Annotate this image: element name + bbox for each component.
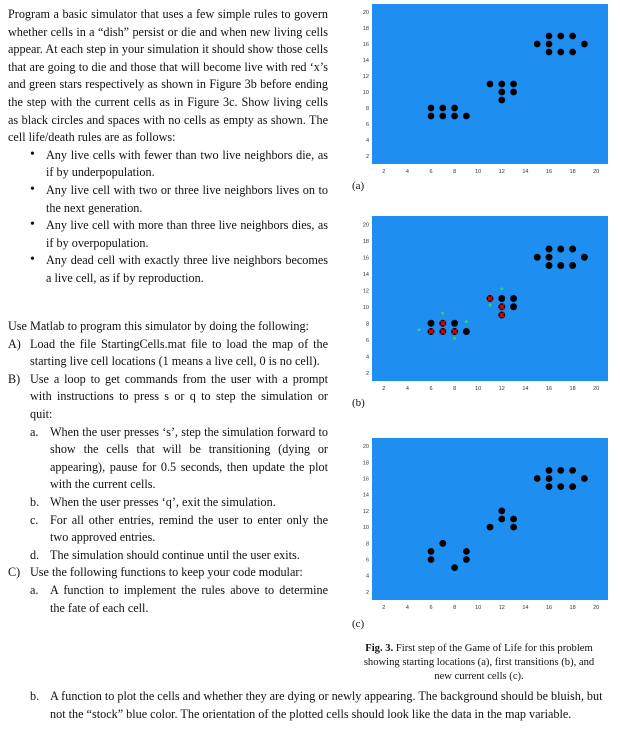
rule-item: • Any live cell with two or three live neighbors lives on to the next generation. [8, 182, 328, 217]
x-tick-label: 10 [475, 605, 482, 611]
figure-caption [354, 642, 604, 684]
y-tick-label: 2 [365, 589, 369, 596]
live-cell [546, 467, 553, 474]
live-cell [534, 41, 541, 48]
plot-area [372, 438, 608, 600]
x-tick-label: 4 [405, 605, 409, 611]
dying-cell-x [452, 329, 457, 334]
y-tick-label: 16 [362, 255, 369, 262]
y-tick-label: 10 [362, 525, 369, 532]
live-cell [569, 483, 576, 490]
live-cell [534, 475, 541, 482]
left-column [8, 6, 328, 288]
x-tick-label: 8 [453, 386, 457, 392]
live-cell [451, 320, 458, 327]
live-cell [557, 246, 564, 253]
step-c-sub [8, 582, 328, 617]
x-tick-label: 10 [475, 386, 482, 392]
live-cell [510, 303, 517, 310]
live-cell [439, 105, 446, 112]
dying-cell-x [499, 304, 504, 309]
y-tick-label: 16 [362, 476, 369, 483]
sub-key: a. [30, 424, 39, 439]
live-cell [569, 33, 576, 40]
x-tick-label: 16 [545, 169, 553, 175]
y-tick-label: 12 [362, 508, 369, 515]
live-cell [546, 475, 553, 482]
live-cell [557, 483, 564, 490]
x-tick-label: 16 [545, 605, 553, 611]
y-tick-label: 20 [362, 10, 369, 16]
x-tick-label: 2 [382, 605, 386, 611]
live-cell [428, 105, 435, 112]
rule-item: • Any dead cell with exactly three live neighbors becomes a live cell, as if by reproduction. [8, 252, 328, 287]
live-cell [557, 467, 564, 474]
y-tick-label: 8 [365, 321, 369, 328]
step-b-sub [8, 424, 328, 494]
step-c-text: Use the following functions to keep your code modular: [30, 565, 303, 580]
step-c-sub-b [30, 688, 610, 723]
rule-item: • Any live cells with fewer than two live neighbors die, as if by underpopulation. [8, 147, 328, 182]
x-tick-label: 14 [522, 605, 529, 611]
live-cell [498, 516, 505, 523]
dying-cell-x [429, 329, 434, 334]
step-b-sub [8, 494, 328, 512]
x-tick-label: 12 [498, 386, 505, 392]
step-b-sub [8, 512, 328, 547]
live-cell [569, 246, 576, 253]
live-cell [439, 113, 446, 120]
step-c [8, 564, 328, 582]
x-tick-label: 20 [593, 386, 600, 392]
rule-item: • Any live cell with more than three live neighbors dies, as if by overpopulation. [8, 217, 328, 252]
y-tick-label: 12 [362, 74, 369, 80]
y-tick-label: 8 [365, 541, 369, 548]
live-cell [428, 548, 435, 555]
live-cell [569, 49, 576, 56]
x-tick-label: 20 [593, 605, 600, 611]
panel-label-c: (c) [352, 618, 365, 630]
live-cell [510, 295, 517, 302]
x-tick-label: 12 [498, 169, 505, 175]
figure-caption-text: First step of the Game of Life for this problem showing starting locations (a), first transitions (b), and new current cells (c). [363, 643, 595, 682]
live-cell [498, 295, 505, 302]
y-tick-label: 6 [365, 122, 369, 128]
x-tick-label: 18 [569, 169, 576, 175]
y-tick-label: 14 [362, 58, 369, 64]
live-cell [581, 254, 588, 261]
x-tick-label: 18 [569, 605, 576, 611]
live-cell [487, 524, 494, 531]
x-tick-label: 18 [569, 386, 576, 392]
sub-text: A function to plot the cells and whether they are dying or newly appearing. The background should be bluish, but not the “stock” blue color. The orientation of the plotted cells should look like the data in the map variable. [50, 689, 603, 721]
live-cell [498, 81, 505, 88]
sub-key: a. [30, 582, 39, 597]
x-tick-label: 12 [498, 605, 505, 611]
live-cell [546, 246, 553, 253]
y-tick-label: 10 [362, 90, 369, 96]
x-tick-label: 2 [382, 386, 386, 392]
live-cell [451, 564, 458, 571]
y-tick-label: 2 [365, 370, 369, 377]
live-cell [510, 516, 517, 523]
y-tick-label: 4 [365, 138, 369, 144]
dying-cell-x [488, 296, 493, 301]
y-tick-label: 14 [362, 271, 369, 278]
y-tick-label: 18 [362, 26, 369, 32]
step-b-sub [8, 547, 328, 565]
step-b [8, 371, 328, 424]
x-tick-label: 8 [453, 169, 457, 175]
step-b-text: Use a loop to get commands from the user with a prompt with instructions to press s or q to step the simulation or quit: [30, 371, 328, 421]
sub-text: When the user presses ‘q’, exit the simulation. [50, 494, 276, 509]
born-cell-star: * [417, 326, 421, 337]
x-tick-label: 4 [405, 169, 409, 175]
x-tick-label: 8 [453, 605, 457, 611]
intro-paragraph: Program a basic simulator that uses a few simple rules to govern whether cells in a “dish” persist or die and when new living cells appear. At each step in your simulation it should show those cells that are going to die and those that will become live with red ‘x’s and green stars respectively as shown in Figure 3b before ending the step with the current cells as in Figure 3c. Show living cells as black circles and spaces with no cells as empty as shown. The cell life/death rules are as follows: [8, 7, 328, 145]
y-tick-label: 2 [365, 154, 369, 160]
x-tick-label: 6 [429, 605, 433, 611]
sub-text: The simulation should continue until the user exits. [50, 547, 300, 562]
sub-key: b. [30, 689, 40, 703]
born-cell-star: * [500, 285, 504, 296]
x-tick-label: 6 [429, 169, 433, 175]
live-cell [546, 49, 553, 56]
step-b-key: B) [8, 371, 21, 386]
live-cell [428, 556, 435, 563]
live-cell [463, 113, 470, 120]
x-tick-label: 16 [545, 386, 553, 392]
live-cell [428, 320, 435, 327]
live-cell [439, 540, 446, 547]
instructions [8, 318, 328, 617]
live-cell [546, 483, 553, 490]
use-matlab-paragraph: Use Matlab to program this simulator by doing the following: [8, 319, 309, 333]
born-cell-star: * [452, 334, 457, 345]
y-tick-label: 4 [365, 354, 369, 361]
live-cell [498, 507, 505, 514]
sub-text: A function to implement the rules above to determine the fate of each cell. [50, 582, 328, 615]
live-cell [546, 262, 553, 269]
y-tick-label: 18 [362, 238, 369, 245]
born-cell-star: * [464, 318, 469, 329]
live-cell [510, 81, 517, 88]
y-tick-label: 6 [365, 557, 369, 564]
live-cell [463, 328, 470, 335]
live-cell [546, 41, 553, 48]
live-cell [557, 262, 564, 269]
live-cell [498, 97, 505, 104]
x-tick-label: 2 [382, 169, 386, 175]
step-c-key: C) [8, 565, 21, 580]
live-cell [498, 89, 505, 96]
y-tick-label: 18 [362, 460, 369, 467]
live-cell [546, 33, 553, 40]
live-cell [557, 49, 564, 56]
x-tick-label: 14 [522, 386, 529, 392]
x-tick-label: 14 [522, 169, 529, 175]
y-tick-label: 12 [362, 288, 369, 295]
sub-key: d. [30, 547, 40, 562]
live-cell [546, 254, 553, 261]
sub-text: For all other entries, remind the user to enter only the two approved entries. [50, 512, 328, 545]
x-tick-label: 10 [475, 169, 482, 175]
sub-key: b. [30, 494, 40, 509]
sub-key: c. [30, 512, 39, 527]
live-cell [451, 105, 458, 112]
y-tick-label: 16 [362, 42, 369, 48]
y-tick-label: 10 [362, 304, 369, 311]
live-cell [463, 556, 470, 563]
live-cell [569, 467, 576, 474]
plot-panel-a [354, 0, 614, 178]
rules-list [8, 147, 328, 288]
live-cell [510, 524, 517, 531]
live-cell [451, 113, 458, 120]
plot-panel-c [354, 434, 614, 614]
dying-cell-x [440, 321, 445, 326]
live-cell [510, 89, 517, 96]
step-a-text: Load the file StartingCells.mat file to load the map of the starting live cell locations (1 means a live cell, 0 is no cell). [30, 336, 328, 369]
figure-caption-label: Fig. 3. [365, 643, 394, 654]
dying-cell-x [499, 313, 504, 318]
live-cell [428, 113, 435, 120]
y-tick-label: 14 [362, 492, 369, 499]
panel-label-a: (a) [352, 180, 365, 192]
step-a [8, 336, 328, 371]
x-tick-label: 4 [405, 386, 409, 392]
x-tick-label: 20 [593, 169, 600, 175]
born-cell-star: * [441, 310, 445, 320]
live-cell [581, 475, 588, 482]
sub-text: When the user presses ‘s’, step the simulation forward to show the cells that will be transitioning (dying or appearing), pause for 0.5 seconds, then update the plot with the current cells. [50, 424, 328, 492]
y-tick-label: 8 [365, 106, 369, 112]
live-cell [463, 548, 470, 555]
y-tick-label: 20 [362, 222, 369, 229]
y-tick-label: 20 [362, 444, 369, 451]
panel-label-b: (b) [352, 397, 365, 409]
live-cell [581, 41, 588, 48]
live-cell [557, 33, 564, 40]
step-a-key: A) [8, 336, 21, 351]
live-cell [487, 81, 494, 88]
plot-panel-b [354, 212, 614, 395]
live-cell [569, 262, 576, 269]
x-tick-label: 6 [429, 386, 433, 392]
dying-cell-x [440, 329, 445, 334]
y-tick-label: 4 [365, 573, 369, 580]
y-tick-label: 6 [365, 337, 369, 344]
live-cell [534, 254, 541, 261]
born-cell-star: * [488, 301, 492, 312]
